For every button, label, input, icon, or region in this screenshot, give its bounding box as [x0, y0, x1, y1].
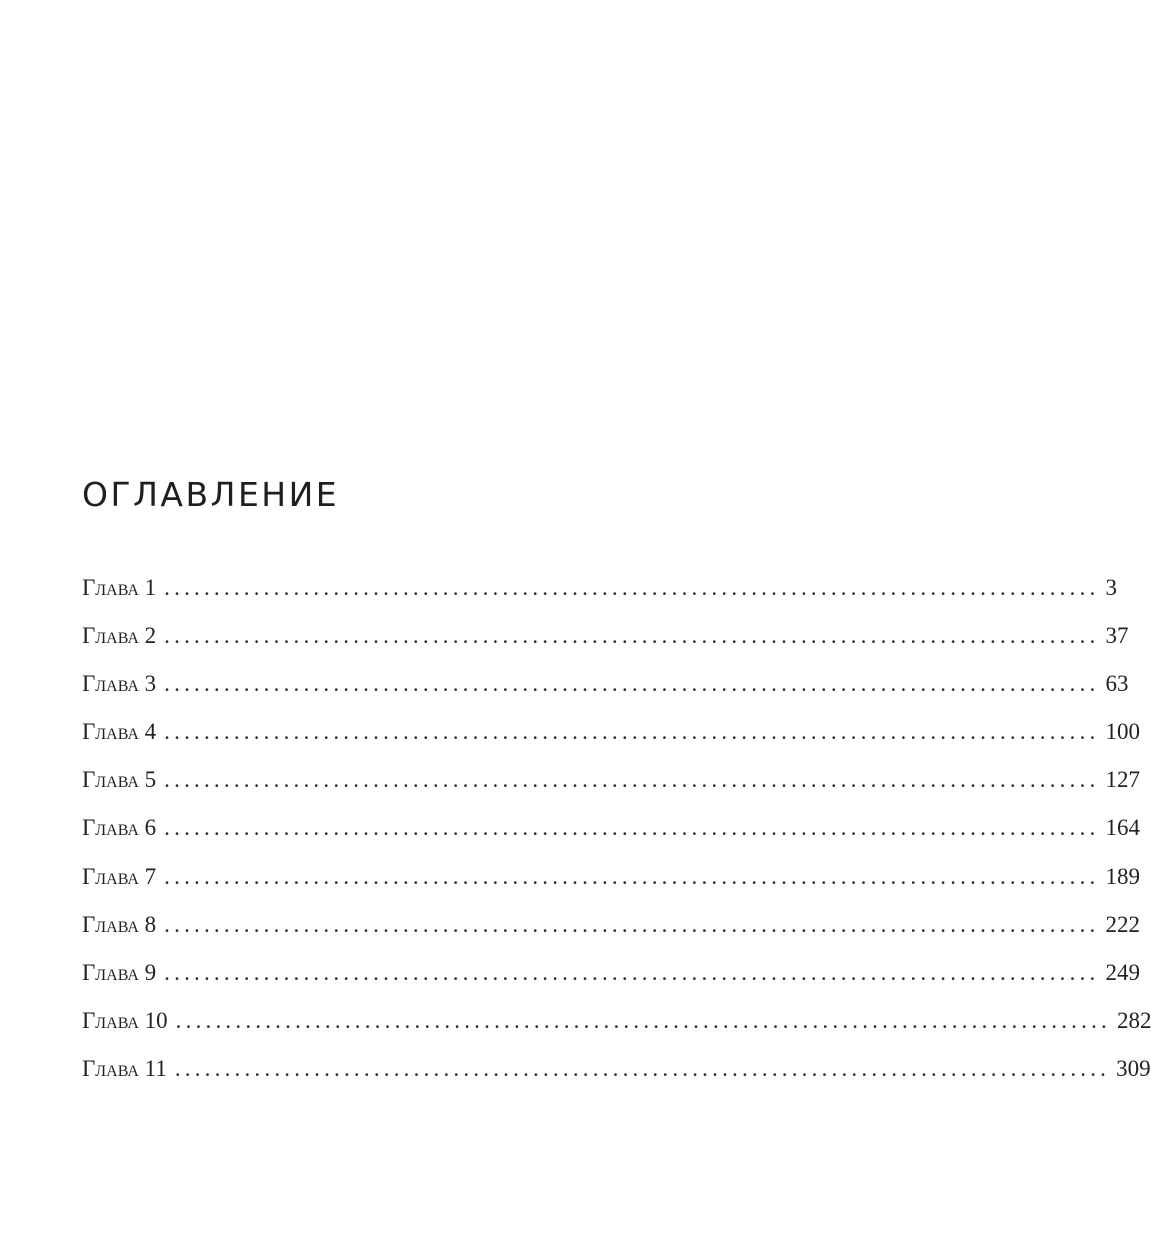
toc-entry-chapter-9[interactable]: [82, 953, 1140, 1001]
toc-heading: ОГЛАВЛЕНИЕ: [82, 475, 340, 514]
toc-entry-page: 100: [1105, 719, 1140, 745]
toc-entry-title: Глава 6: [82, 815, 157, 841]
toc-list: [82, 568, 1151, 1097]
toc-entry-chapter-4[interactable]: [82, 712, 1140, 760]
toc-dot-leader: ..............................................................................................: [164, 959, 1100, 985]
toc-entry-title: Глава 1: [82, 575, 157, 600]
toc-dot-leader: ..............................................................................................: [164, 911, 1100, 937]
toc-entry-title: Глава 10: [82, 1007, 168, 1033]
toc-dot-leader: ..............................................................................................: [164, 815, 1100, 841]
toc-entry-title: Глава 8: [82, 911, 157, 937]
toc-entry-chapter-2[interactable]: [82, 616, 1129, 664]
toc-entry-page: 37: [1105, 623, 1129, 649]
toc-entry-chapter-1[interactable]: [82, 568, 1117, 616]
toc-dot-leader: ..............................................................................................: [174, 1055, 1111, 1081]
toc-entry-chapter-11[interactable]: [82, 1049, 1151, 1097]
toc-entry-page: 164: [1105, 815, 1140, 841]
toc-entry-title: Глава 9: [82, 959, 157, 985]
toc-entry-chapter-7[interactable]: [82, 857, 1140, 905]
toc-entry-chapter-6[interactable]: [82, 808, 1140, 856]
toc-dot-leader: ..............................................................................................: [164, 863, 1100, 889]
toc-entry-page: 222: [1105, 911, 1140, 937]
toc-entry-chapter-3[interactable]: [82, 664, 1129, 712]
toc-dot-leader: ..............................................................................................: [164, 719, 1100, 745]
toc-entry-chapter-8[interactable]: [82, 905, 1140, 953]
toc-entry-chapter-10[interactable]: [82, 1001, 1151, 1049]
toc-entry-title: Глава 7: [82, 863, 157, 889]
toc-entry-title: Глава 5: [82, 767, 157, 793]
toc-entry-title: Глава 2: [82, 623, 157, 649]
toc-entry-page: 127: [1105, 767, 1140, 793]
toc-entry-page: 3: [1105, 575, 1117, 600]
toc-dot-leader: ..............................................................................................: [164, 623, 1100, 649]
toc-dot-leader: ..............................................................................................: [164, 767, 1100, 793]
toc-entry-page: 63: [1105, 671, 1129, 697]
toc-entry-page: 309: [1116, 1055, 1151, 1081]
toc-dot-leader: ..............................................................................................: [164, 575, 1100, 600]
toc-entry-page: 282: [1116, 1007, 1151, 1033]
toc-entry-title: Глава 4: [82, 719, 157, 745]
toc-dot-leader: ..............................................................................................: [175, 1007, 1111, 1033]
toc-entry-chapter-5[interactable]: [82, 760, 1140, 808]
toc-entry-title: Глава 11: [82, 1055, 167, 1081]
toc-entry-page: 249: [1105, 959, 1140, 985]
toc-entry-page: 189: [1105, 863, 1140, 889]
toc-dot-leader: ..............................................................................................: [164, 671, 1100, 697]
toc-entry-title: Глава 3: [82, 671, 157, 697]
